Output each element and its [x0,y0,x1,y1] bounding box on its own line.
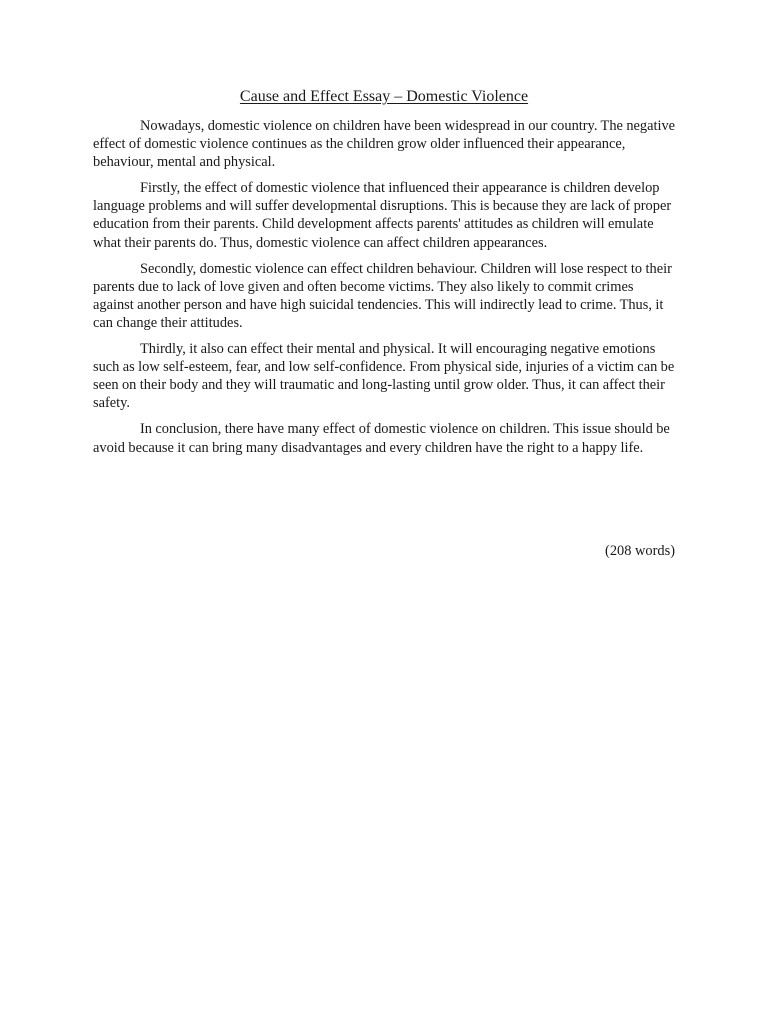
essay-title: Cause and Effect Essay – Domestic Violence [239,88,529,105]
paragraph-behaviour: Secondly, domestic violence can effect children behaviour. Children will lose respect to their parents due to lack of love given and often become victims. They also likely to commit crimes against another person and have high suicidal tendencies. This will indirectly lead to crime. Thus, it can change their attitudes. [93,260,672,331]
paragraph-appearance: Firstly, the effect of domestic violence that influenced their appearance is children develop language problems and will suffer developmental disruptions. This is because they are lack of proper education from their parents. Child development affects parents' attitudes as children will emulate what their parents do. Thus, domestic violence can affect children appearances. [93,180,672,251]
paragraph-conclusion: In conclusion, there have many effect of domestic violence on children. This issue should be avoid because it can bring many disadvantages and every children have the right to a happy life. [93,421,670,456]
paragraph-introduction: Nowadays, domestic violence on children have been widespread in our country. The negative effect of domestic violence continues as the children grow older influenced their appearance, behaviour, mental and physical. [93,118,676,171]
paragraph-mental-physical: Thirdly, it also can effect their mental and physical. It will encouraging negative emotions such as low self-esteem, fear, and low self-confidence. From physical side, injuries of a victim can be seen on their body and they will traumatic and long-lasting until grow older. Thus, it can affect their safety. [93,341,675,412]
word-count: (208 words) [605,543,675,559]
essay-body [93,117,677,465]
